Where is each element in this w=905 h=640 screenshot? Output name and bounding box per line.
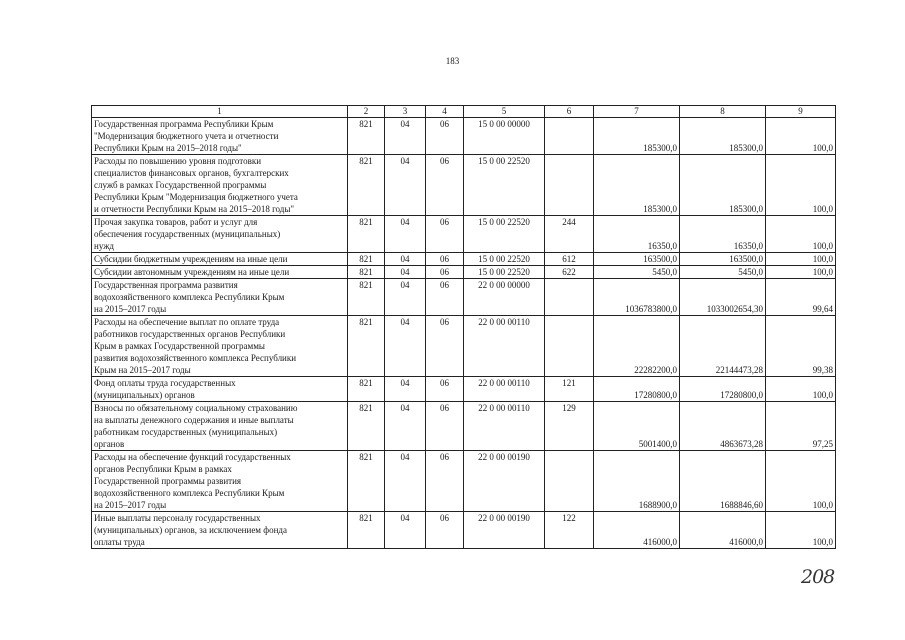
table-row [92, 377, 836, 402]
column-header: 7 [594, 106, 680, 118]
cell-planned-amount: 163500,0 [594, 253, 680, 266]
cell-ministry-code: 821 [348, 155, 385, 216]
cell-expense-type: 121 [545, 377, 594, 402]
column-header: 3 [385, 106, 426, 118]
cell-subsection: 06 [426, 451, 464, 512]
cell-executed-amount: 416000,0 [680, 512, 766, 549]
cell-subsection: 06 [426, 266, 464, 279]
row-name-cell: Государственная программа Республики Крым "Модернизация бюджетного учета и отчетности Республики Крым на 2015–2018 годы" [92, 118, 348, 155]
cell-subsection: 06 [426, 118, 464, 155]
cell-ministry-code: 821 [348, 512, 385, 549]
cell-executed-amount: 185300,0 [680, 155, 766, 216]
cell-target-article: 22 0 00 00110 [464, 316, 545, 377]
cell-section: 04 [385, 512, 426, 549]
cell-ministry-code: 821 [348, 377, 385, 402]
page-number: 183 [445, 56, 460, 66]
cell-target-article: 15 0 00 22520 [464, 266, 545, 279]
cell-subsection: 06 [426, 402, 464, 451]
cell-target-article: 22 0 00 00190 [464, 451, 545, 512]
budget-table [91, 105, 836, 549]
cell-subsection: 06 [426, 512, 464, 549]
table-row [92, 253, 836, 266]
cell-planned-amount: 1036783800,0 [594, 279, 680, 316]
table-row [92, 118, 836, 155]
cell-planned-amount: 17280800,0 [594, 377, 680, 402]
cell-ministry-code: 821 [348, 266, 385, 279]
cell-executed-amount: 185300,0 [680, 118, 766, 155]
column-header: 5 [464, 106, 545, 118]
cell-expense-type [545, 118, 594, 155]
row-name-cell: Фонд оплаты труда государственных (муниципальных) органов [92, 377, 348, 402]
row-name-cell: Взносы по обязательному социальному страхованию на выплаты денежного содержания и иные выплаты работникам государственных (муниципальных) органов [92, 402, 348, 451]
table-row [92, 316, 836, 377]
row-name-cell: Субсидии бюджетным учреждениям на иные цели [92, 253, 348, 266]
row-name-cell: Расходы по повышению уровня подготовки специалистов финансовых органов, бухгалтерских служб в рамках Государственной программы Республики Крым "Модернизация бюджетного учета и отчетности Республики Крым на 2015–2018 годы" [92, 155, 348, 216]
table-row [92, 216, 836, 253]
cell-section: 04 [385, 377, 426, 402]
row-name-cell: Иные выплаты персоналу государственных (муниципальных) органов, за исключением фонда оплаты труда [92, 512, 348, 549]
table-row [92, 402, 836, 451]
cell-expense-type: 122 [545, 512, 594, 549]
cell-expense-type: 244 [545, 216, 594, 253]
cell-section: 04 [385, 266, 426, 279]
cell-subsection: 06 [426, 253, 464, 266]
cell-target-article: 22 0 00 00110 [464, 377, 545, 402]
cell-ministry-code: 821 [348, 253, 385, 266]
cell-executed-amount: 17280800,0 [680, 377, 766, 402]
cell-target-article: 15 0 00 00000 [464, 118, 545, 155]
cell-expense-type: 129 [545, 402, 594, 451]
row-name-cell: Расходы на обеспечение выплат по оплате труда работников государственных органов Республики Крым в рамках Государственной программы развития водохозяйственного комплекса Республики Крым на 2015–2017 годы [92, 316, 348, 377]
cell-ministry-code: 821 [348, 451, 385, 512]
table-row [92, 279, 836, 316]
cell-section: 04 [385, 316, 426, 377]
cell-expense-type [545, 279, 594, 316]
table-row [92, 266, 836, 279]
cell-executed-amount: 16350,0 [680, 216, 766, 253]
cell-execution-percent: 97,25 [766, 402, 836, 451]
cell-target-article: 15 0 00 22520 [464, 155, 545, 216]
cell-subsection: 06 [426, 316, 464, 377]
cell-planned-amount: 5001400,0 [594, 402, 680, 451]
cell-section: 04 [385, 118, 426, 155]
cell-executed-amount: 22144473,28 [680, 316, 766, 377]
column-header: 9 [766, 106, 836, 118]
cell-section: 04 [385, 155, 426, 216]
cell-planned-amount: 185300,0 [594, 118, 680, 155]
cell-ministry-code: 821 [348, 118, 385, 155]
column-header: 2 [348, 106, 385, 118]
cell-section: 04 [385, 402, 426, 451]
cell-subsection: 06 [426, 155, 464, 216]
cell-executed-amount: 5450,0 [680, 266, 766, 279]
cell-execution-percent: 100,0 [766, 253, 836, 266]
table-header-row [92, 106, 836, 118]
cell-execution-percent: 100,0 [766, 451, 836, 512]
row-name-cell: Расходы на обеспечение функций государственных органов Республики Крым в рамках Государственной программы развития водохозяйственного комплекса Республики Крым на 2015–2017 годы [92, 451, 348, 512]
cell-subsection: 06 [426, 377, 464, 402]
cell-executed-amount: 4863673,28 [680, 402, 766, 451]
row-name-cell: Государственная программа развития водохозяйственного комплекса Республики Крым на 2015–2017 годы [92, 279, 348, 316]
cell-planned-amount: 416000,0 [594, 512, 680, 549]
cell-planned-amount: 16350,0 [594, 216, 680, 253]
cell-target-article: 15 0 00 22520 [464, 216, 545, 253]
cell-expense-type: 622 [545, 266, 594, 279]
handwritten-sheet-number: 208 [801, 566, 835, 588]
cell-ministry-code: 821 [348, 279, 385, 316]
cell-section: 04 [385, 279, 426, 316]
cell-planned-amount: 22282200,0 [594, 316, 680, 377]
cell-ministry-code: 821 [348, 402, 385, 451]
row-name-cell: Субсидии автономным учреждениям на иные цели [92, 266, 348, 279]
column-header: 8 [680, 106, 766, 118]
cell-expense-type [545, 316, 594, 377]
cell-section: 04 [385, 253, 426, 266]
cell-execution-percent: 100,0 [766, 512, 836, 549]
table-row [92, 155, 836, 216]
cell-target-article: 15 0 00 22520 [464, 253, 545, 266]
cell-execution-percent: 100,0 [766, 155, 836, 216]
cell-execution-percent: 100,0 [766, 118, 836, 155]
cell-execution-percent: 100,0 [766, 377, 836, 402]
cell-executed-amount: 1033002654,30 [680, 279, 766, 316]
column-header: 1 [92, 106, 348, 118]
cell-execution-percent: 99,38 [766, 316, 836, 377]
cell-target-article: 22 0 00 00190 [464, 512, 545, 549]
table-row [92, 512, 836, 549]
table-row [92, 451, 836, 512]
cell-section: 04 [385, 216, 426, 253]
cell-planned-amount: 1688900,0 [594, 451, 680, 512]
cell-expense-type [545, 155, 594, 216]
cell-planned-amount: 5450,0 [594, 266, 680, 279]
cell-execution-percent: 99,64 [766, 279, 836, 316]
cell-executed-amount: 163500,0 [680, 253, 766, 266]
cell-target-article: 22 0 00 00000 [464, 279, 545, 316]
cell-subsection: 06 [426, 279, 464, 316]
cell-target-article: 22 0 00 00110 [464, 402, 545, 451]
cell-execution-percent: 100,0 [766, 266, 836, 279]
cell-expense-type: 612 [545, 253, 594, 266]
column-header: 6 [545, 106, 594, 118]
cell-planned-amount: 185300,0 [594, 155, 680, 216]
cell-subsection: 06 [426, 216, 464, 253]
cell-expense-type [545, 451, 594, 512]
cell-section: 04 [385, 451, 426, 512]
cell-ministry-code: 821 [348, 216, 385, 253]
cell-execution-percent: 100,0 [766, 216, 836, 253]
cell-executed-amount: 1688846,60 [680, 451, 766, 512]
column-header: 4 [426, 106, 464, 118]
cell-ministry-code: 821 [348, 316, 385, 377]
row-name-cell: Прочая закупка товаров, работ и услуг для обеспечения государственных (муниципальных) нужд [92, 216, 348, 253]
